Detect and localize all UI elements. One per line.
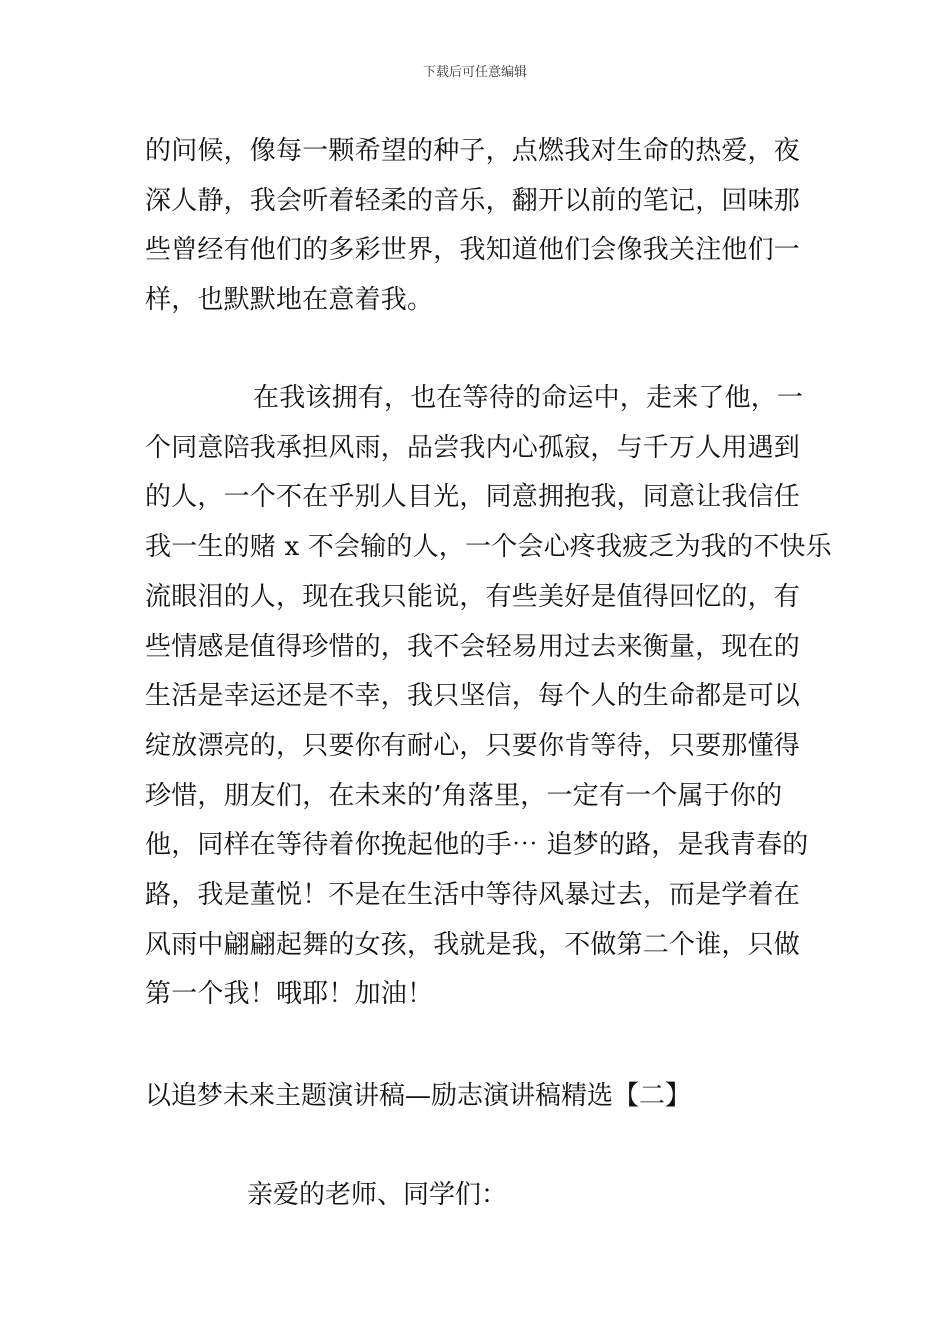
paragraph-line: 他，同样在等待着你挽起他的手⋯ 追梦的路，是我青春的	[145, 830, 809, 861]
page-header-note: 下载后可任意编辑	[422, 65, 527, 80]
paragraph-line: 风雨中翩翩起舞的女孩，我就是我，不做第二个谁，只做	[145, 929, 801, 960]
paragraph-line: 些情感是值得珍惜的，我不会轻易用过去来衡量，现在的	[145, 631, 801, 662]
paragraph-line: 深人静，我会听着轻柔的音乐，翻开以前的笔记，回味那	[145, 185, 801, 216]
paragraph-line: 路，我是董悦！不是在生活中等待风暴过去，而是学着在	[145, 880, 801, 911]
paragraph-line: 些曾经有他们的多彩世界，我知道他们会像我关注他们一	[145, 235, 801, 266]
paragraph-continued	[145, 127, 810, 326]
paragraph-line: 我一生的赌 x 不会输的人，一个会心疼我疲乏为我的不快乐	[145, 532, 832, 563]
paragraph-line: 的人，一个不在乎别人目光，同意拥抱我，同意让我信任	[145, 482, 801, 513]
paragraph-line: 生活是幸运还是不幸，我只坚信，每个人的生命都是可以	[145, 681, 801, 712]
paragraph-main	[145, 374, 832, 1020]
speech-greeting: 亲爱的老师、同学们：	[247, 1180, 508, 1210]
section-heading: 以追梦未来主题演讲稿—励志演讲稿精选【二】	[145, 1081, 692, 1111]
paragraph-line: 在我该拥有，也在等待的命运中，走来了他，一	[253, 383, 804, 413]
paragraph-line: 珍惜，朋友们，在未来的’角落里，一定有一个属于你的	[145, 780, 783, 811]
paragraph-line: 第一个我！哦耶！加油！	[145, 979, 434, 1010]
paragraph-line: 个同意陪我承担风雨，品尝我内心孤寂，与千万人用遇到	[145, 432, 801, 463]
paragraph-line: 的问候，像每一颗希望的种子，点燃我对生命的热爱，夜	[145, 136, 801, 166]
paragraph-line: 流眼泪的人，现在我只能说，有些美好是值得回忆的，有	[145, 581, 801, 612]
paragraph-line: 样，也默默地在意着我。	[145, 285, 434, 316]
paragraph-line: 绽放漂亮的，只要你有耐心，只要你肯等待，只要那懂得	[145, 730, 801, 761]
